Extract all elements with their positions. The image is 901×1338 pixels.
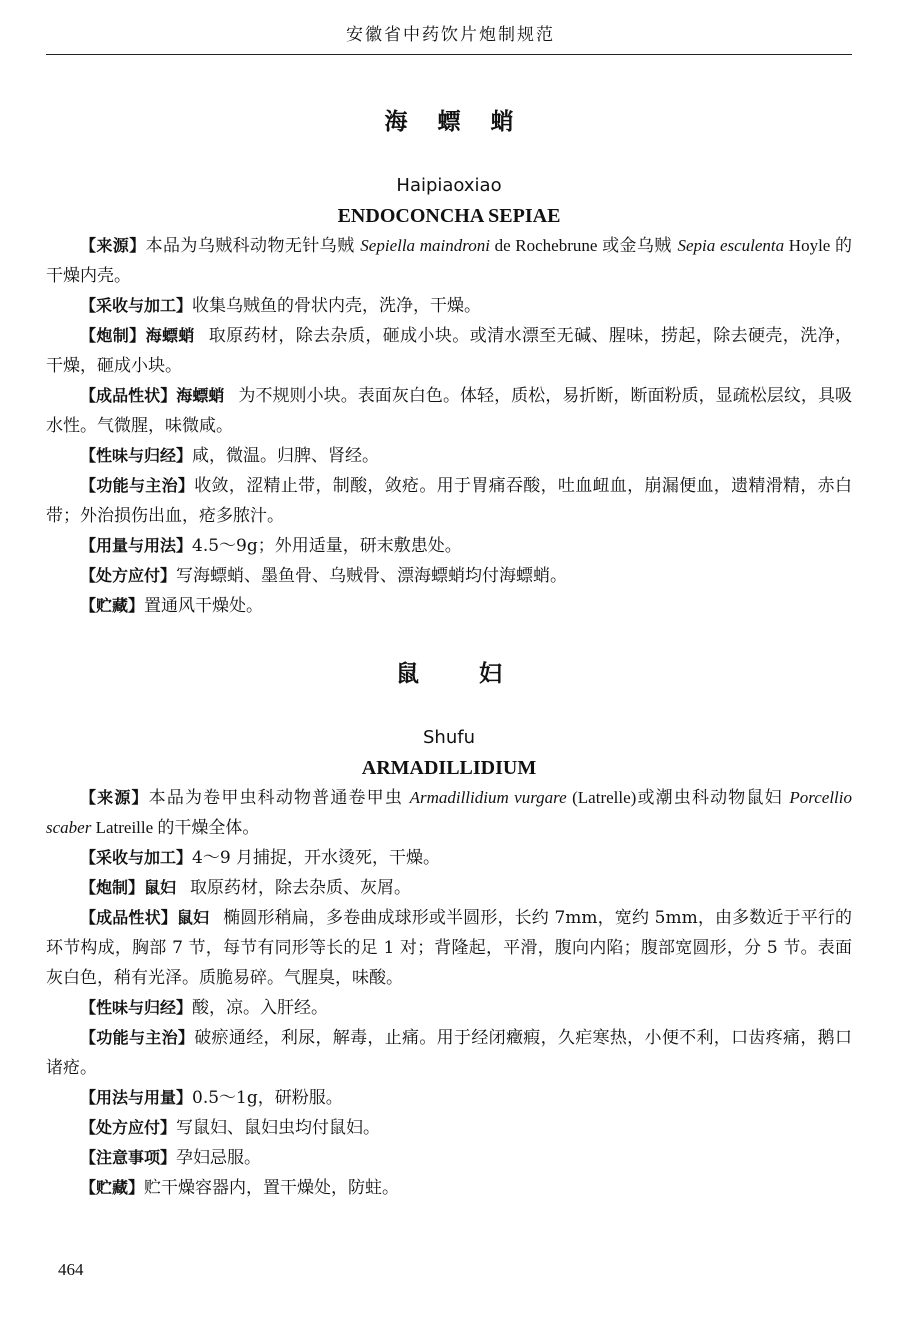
- entry-latin-name: ENDOCONCHA SEPIAE: [337, 205, 561, 227]
- source-section: [46, 783, 852, 843]
- species-author: Hoyle: [784, 236, 835, 255]
- caution-label: 【注意事项】: [80, 1148, 177, 1167]
- source-label: 【来源】: [80, 236, 146, 255]
- characters-text: 为不规则小块。表面灰白色。体轻，质松，易折断，断面粉质，显疏松层纹，具吸水性。气微腥，味微咸。: [46, 386, 852, 436]
- characters-subject: 海螵蛸: [176, 386, 225, 405]
- harvest-text: 4～9 月捕捉，开水烫死，干燥。: [192, 848, 441, 868]
- prescription-label: 【处方应付】: [80, 1118, 177, 1137]
- source-text: 或潮虫科动物鼠妇: [636, 788, 790, 808]
- prescription-label: 【处方应付】: [80, 566, 177, 585]
- source-text: 的干燥全体。: [157, 818, 260, 838]
- species-author: Latreille: [91, 818, 158, 837]
- entry-title: 鼠妇: [396, 661, 562, 687]
- species-author: (Latrelle): [566, 788, 637, 807]
- nature-label: 【性味与归经】: [80, 998, 193, 1017]
- dosage-label: 【用法与用量】: [80, 1088, 193, 1107]
- functions-section: [46, 471, 852, 531]
- functions-text: 收敛，涩精止带，制酸，敛疮。用于胃痛吞酸，吐血衄血，崩漏便血，遗精滑精，赤白带；外治损伤出血，疮多脓汁。: [46, 476, 852, 526]
- characters-section: [46, 903, 852, 993]
- processing-section: [46, 321, 852, 381]
- harvest-text: 收集乌贼鱼的骨状内壳，洗净，干燥。: [192, 296, 482, 316]
- characters-label: 【成品性状】: [80, 386, 177, 405]
- harvest-label: 【采收与加工】: [80, 296, 193, 315]
- nature-section: [46, 441, 852, 471]
- dosage-text: 0.5～1g，研粉服。: [192, 1088, 343, 1108]
- nature-text: 酸，凉。入肝经。: [192, 998, 329, 1018]
- storage-section: [46, 1173, 852, 1203]
- monograph-shufu: [46, 655, 852, 1203]
- processing-text: 取原药材，除去杂质、灰屑。: [190, 878, 412, 898]
- caution-section: [46, 1143, 852, 1173]
- species-name: Armadillidium vurgare: [409, 788, 567, 807]
- harvest-label: 【采收与加工】: [80, 848, 193, 867]
- storage-section: [46, 591, 852, 621]
- storage-label: 【贮藏】: [80, 596, 145, 615]
- species-name: Porcellio scaber: [46, 788, 853, 837]
- processing-label: 【炮制】: [80, 878, 145, 897]
- storage-text: 贮干燥容器内，置干燥处，防蛀。: [144, 1178, 400, 1198]
- source-section: [46, 231, 852, 291]
- processing-label: 【炮制】: [80, 326, 146, 345]
- entry-pinyin: Haipiaoxiao: [396, 175, 502, 196]
- characters-text: 椭圆形稍扁，多卷曲成球形或半圆形，长约 7mm，宽约 5mm，由多数近于平行的环节构成，胸部 7 节，每节有同形等长的足 1 对；背隆起，平滑，腹向内陷；腹部宽圆形，分 5 节。表面灰白色，稍有光泽。质脆易碎。气腥臭，味酸。: [46, 908, 852, 988]
- functions-label: 【功能与主治】: [80, 476, 195, 495]
- nature-section: [46, 993, 852, 1023]
- nature-text: 咸，微温。归脾、肾经。: [192, 446, 380, 466]
- nature-label: 【性味与归经】: [80, 446, 193, 465]
- source-text: 或金乌贼: [602, 236, 678, 256]
- source-label: 【来源】: [80, 788, 149, 807]
- functions-section: [46, 1023, 852, 1083]
- characters-section: [46, 381, 852, 441]
- functions-text: 破瘀通经，利尿，解毒，止痛。用于经闭癥瘕，久疟寒热，小便不利，口齿疼痛，鹅口诸疮。: [46, 1028, 852, 1078]
- source-text: 的干燥内壳。: [46, 236, 852, 286]
- dosage-section: [46, 531, 852, 561]
- storage-text: 置通风干燥处。: [144, 596, 264, 616]
- processing-subject: 鼠妇: [144, 878, 177, 897]
- species-name: Sepiella maindroni: [360, 236, 490, 255]
- processing-text: 取原药材，除去杂质，砸成小块。或清水漂至无碱、腥味，捞起，除去硬壳，洗净，干燥，砸成小块。: [46, 326, 852, 376]
- prescription-text: 写海螵蛸、墨鱼骨、乌贼骨、漂海螵蛸均付海螵蛸。: [176, 566, 568, 586]
- dosage-section: [46, 1083, 852, 1113]
- caution-text: 孕妇忌服。: [176, 1148, 262, 1168]
- dosage-text: 4.5～9g；外用适量，研末敷患处。: [192, 536, 462, 556]
- entry-pinyin: Shufu: [423, 727, 475, 748]
- processing-subject: 海螵蛸: [145, 326, 195, 345]
- species-author: de Rochebrune: [489, 236, 603, 255]
- source-text: 本品为乌贼科动物无针乌贼: [145, 236, 361, 256]
- monograph-haipiaoxiao: [46, 103, 852, 621]
- processing-section: [46, 873, 852, 903]
- harvest-section: [46, 843, 852, 873]
- characters-subject: 鼠妇: [176, 908, 210, 927]
- header-rule: [46, 54, 852, 55]
- dosage-label: 【用量与用法】: [80, 536, 193, 555]
- entry-title: 海螵蛸: [384, 109, 544, 135]
- source-text: 本品为卷甲虫科动物普通卷甲虫: [148, 788, 410, 808]
- prescription-text: 写鼠妇、鼠妇虫均付鼠妇。: [176, 1118, 381, 1138]
- functions-label: 【功能与主治】: [80, 1028, 195, 1047]
- prescription-section: [46, 1113, 852, 1143]
- characters-label: 【成品性状】: [80, 908, 177, 927]
- running-header: 安徽省中药饮片炮制规范: [346, 25, 555, 45]
- page-number: 464: [58, 1260, 84, 1279]
- prescription-section: [46, 561, 852, 591]
- entry-latin-name: ARMADILLIDIUM: [361, 757, 537, 779]
- storage-label: 【贮藏】: [80, 1178, 145, 1197]
- harvest-section: [46, 291, 852, 321]
- species-name: Sepia esculenta: [677, 236, 785, 255]
